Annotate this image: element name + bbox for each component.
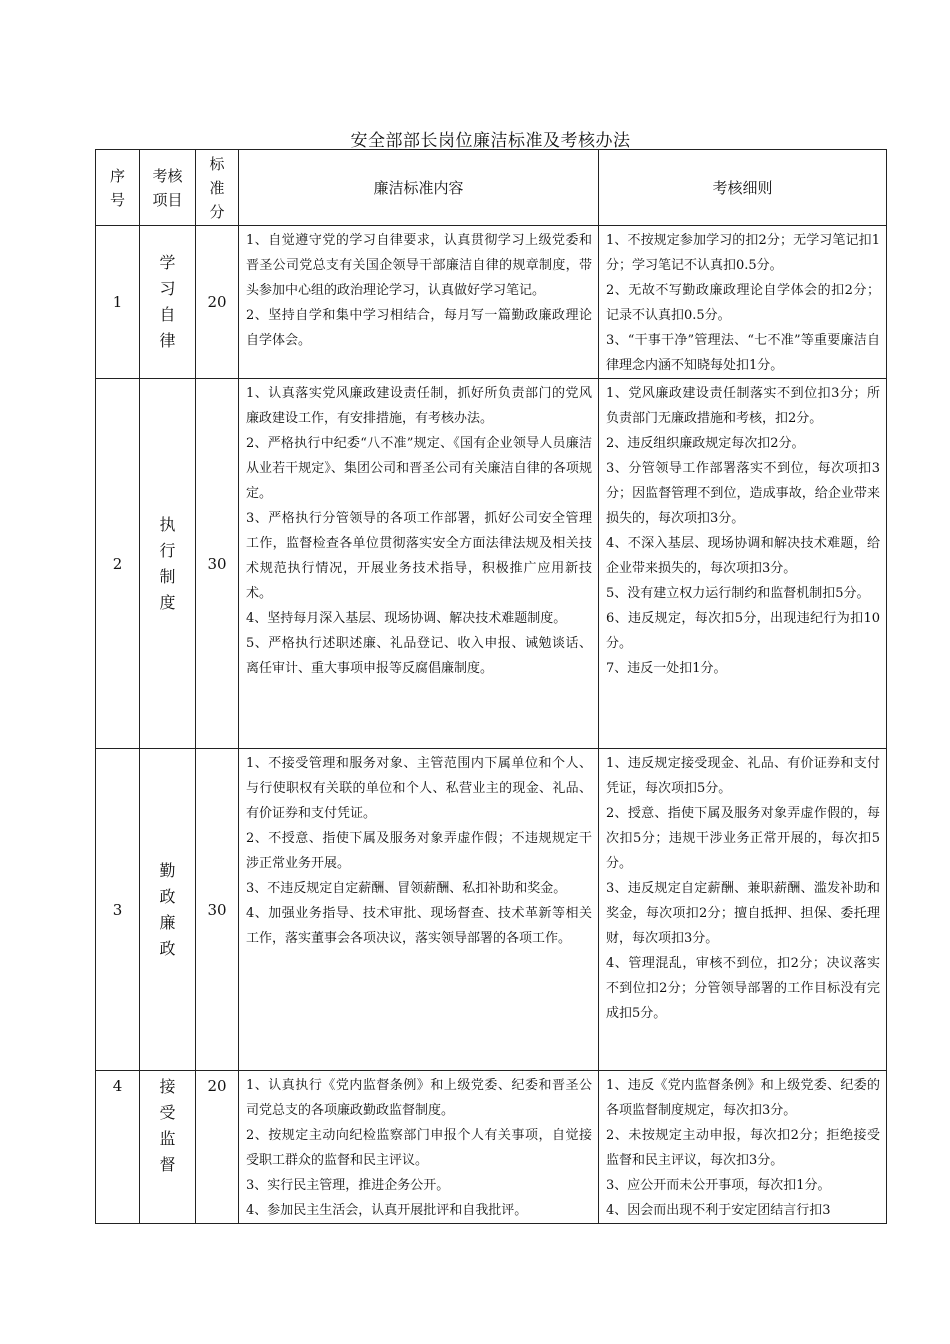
detail-paragraph: 2、违反组织廉政规定每次扣2分。: [606, 436, 805, 451]
header-row: [96, 150, 887, 226]
row-item: 执行制度: [140, 379, 196, 749]
content-paragraph: 1、认真执行《党内监督条例》和上级党委、纪委和晋圣公司党总支的各项廉政勤政监督制度。: [246, 1078, 592, 1118]
row-content: [239, 749, 599, 1071]
content-paragraph: 2、严格执行中纪委“八不准”规定、《国有企业领导人员廉洁从业若干规定》、集团公司和晋圣公司有关廉洁自律的各项规定。: [246, 436, 592, 501]
detail-paragraph: 2、授意、指使下属及服务对象弄虚作假的，每次扣5分；违规干涉业务正常开展的，每次扣5分。: [606, 806, 880, 871]
table-row: [96, 749, 887, 1071]
table-row: [96, 226, 887, 379]
content-paragraph: 4、参加民主生活会，认真开展批评和自我批评。: [246, 1203, 528, 1218]
assessment-table: [95, 149, 887, 1224]
detail-paragraph: 7、违反一处扣1分。: [606, 661, 727, 676]
header-item: 考核项目: [140, 150, 196, 226]
content-paragraph: 4、加强业务指导、技术审批、现场督查、技术革新等相关工作，落实董事会各项决议，落实领导部署的各项工作。: [246, 906, 592, 946]
row-score: 20: [196, 226, 239, 379]
row-seq: 4: [96, 1071, 140, 1224]
content-paragraph: 1、认真落实党风廉政建设责任制，抓好所负责部门的党风廉政建设工作，有安排措施，有考核办法。: [246, 386, 592, 426]
table-row: [96, 1071, 887, 1224]
detail-paragraph: 1、党风廉政建设责任制落实不到位扣3分；所负责部门无廉政措施和考核，扣2分。: [606, 386, 880, 426]
detail-paragraph: 3、违反规定自定薪酬、兼职薪酬、滥发补助和奖金，每次项扣2分；擅自抵押、担保、委托理财，每次项扣3分。: [606, 881, 880, 946]
header-seq: 序号: [96, 150, 140, 226]
row-score: 30: [196, 749, 239, 1071]
detail-paragraph: 1、不按规定参加学习的扣2分；无学习笔记扣1分；学习笔记不认真扣0.5分。: [606, 233, 880, 273]
header-score: 标准分: [196, 150, 239, 226]
detail-paragraph: 4、因会而出现不利于安定团结言行扣3: [606, 1203, 831, 1218]
page-title: 安全部部长岗位廉洁标准及考核办法: [350, 131, 631, 151]
content-paragraph: 4、坚持每月深入基层、现场协调、解决技术难题制度。: [246, 611, 567, 626]
detail-paragraph: 3、分管领导工作部署落实不到位，每次项扣3分；因监督管理不到位，造成事故，给企业带来损失的，每次项扣3分。: [606, 461, 880, 526]
content-paragraph: 1、不接受管理和服务对象、主管范围内下属单位和个人、与行使职权有关联的单位和个人、私营业主的现金、礼品、有价证券和支付凭证。: [246, 756, 592, 821]
header-details: 考核细则: [599, 150, 887, 226]
detail-paragraph: 3、“干事干净”管理法、“七不准”等重要廉洁自律理念内涵不知晓每处扣1分。: [606, 333, 880, 373]
table-row: [96, 379, 887, 749]
row-item: 勤政廉政: [140, 749, 196, 1071]
row-details: [599, 226, 887, 379]
header-content: 廉洁标准内容: [239, 150, 599, 226]
row-content: [239, 379, 599, 749]
row-score: 20: [196, 1071, 239, 1224]
detail-paragraph: 5、没有建立权力运行制约和监督机制扣5分。: [606, 586, 870, 601]
detail-paragraph: 6、违反规定，每次扣5分，出现违纪行为扣10分。: [606, 611, 880, 651]
detail-paragraph: 1、违反《党内监督条例》和上级党委、纪委的各项监督制度规定，每次扣3分。: [606, 1078, 880, 1118]
row-score: 30: [196, 379, 239, 749]
detail-paragraph: 2、无故不写勤政廉政理论自学体会的扣2分；记录不认真扣0.5分。: [606, 283, 880, 323]
content-paragraph: 1、自觉遵守党的学习自律要求，认真贯彻学习上级党委和晋圣公司党总支有关国企领导干部廉洁自律的规章制度，带头参加中心组的政治理论学习，认真做好学习笔记。: [246, 233, 592, 298]
row-content: [239, 1071, 599, 1224]
detail-paragraph: 1、违反规定接受现金、礼品、有价证券和支付凭证，每次项扣5分。: [606, 756, 880, 796]
content-paragraph: 3、严格执行分管领导的各项工作部署，抓好公司安全管理工作，监督检查各单位贯彻落实安全方面法律法规及相关技术规范执行情况，开展业务技术指导，积极推广应用新技术。: [246, 511, 592, 601]
row-item: 接受监督: [140, 1071, 196, 1224]
row-seq: 2: [96, 379, 140, 749]
content-paragraph: 5、严格执行述职述廉、礼品登记、收入申报、诫勉谈话、离任审计、重大事项申报等反腐倡廉制度。: [246, 636, 592, 676]
row-details: [599, 749, 887, 1071]
detail-paragraph: 4、管理混乱，审核不到位，扣2分；决议落实不到位扣2分；分管领导部署的工作目标没有完成扣5分。: [606, 956, 880, 1021]
content-paragraph: 2、不授意、指使下属及服务对象弄虚作假；不违规规定干涉正常业务开展。: [246, 831, 592, 871]
row-details: [599, 379, 887, 749]
row-content: [239, 226, 599, 379]
row-item: 学习自律: [140, 226, 196, 379]
detail-paragraph: 3、应公开而未公开事项，每次扣1分。: [606, 1178, 831, 1193]
row-details: [599, 1071, 887, 1224]
content-paragraph: 3、不违反规定自定薪酬、冒领薪酬、私扣补助和奖金。: [246, 881, 567, 896]
content-paragraph: 2、坚持自学和集中学习相结合，每月写一篇勤政廉政理论自学体会。: [246, 308, 592, 348]
content-paragraph: 3、实行民主管理，推进企务公开。: [246, 1178, 450, 1193]
detail-paragraph: 2、未按规定主动申报，每次扣2分；拒绝接受监督和民主评议，每次扣3分。: [606, 1128, 880, 1168]
row-seq: 1: [96, 226, 140, 379]
row-seq: 3: [96, 749, 140, 1071]
detail-paragraph: 4、不深入基层、现场协调和解决技术难题，给企业带来损失的，每次项扣3分。: [606, 536, 880, 576]
content-paragraph: 2、按规定主动向纪检监察部门申报个人有关事项，自觉接受职工群众的监督和民主评议。: [246, 1128, 592, 1168]
